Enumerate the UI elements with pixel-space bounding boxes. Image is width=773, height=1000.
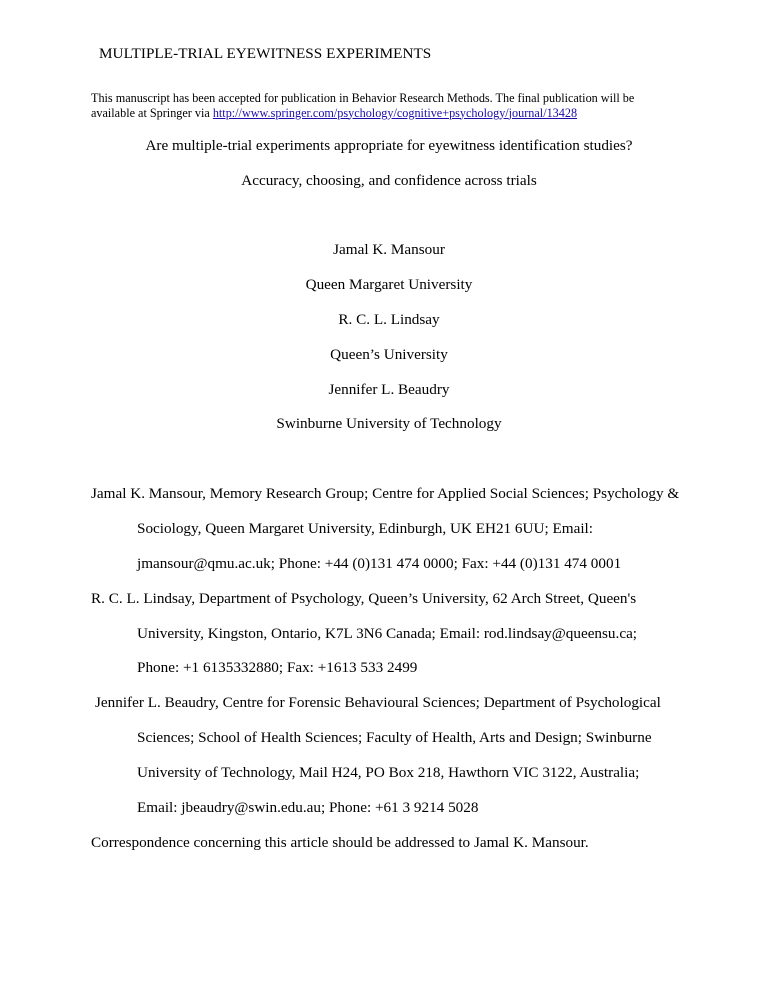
notice-text-line1: This manuscript has been accepted for publication in Behavior Research Methods. The final publication will be (91, 91, 635, 105)
correspondence-note: Correspondence concerning this article should be addressed to Jamal K. Mansour. (91, 834, 589, 851)
author-name: Jennifer L. Beaudry (328, 381, 450, 398)
author-note-line: Phone: +1 6135332880; Fax: +1613 533 2499 (137, 659, 418, 676)
paper-subtitle: Accuracy, choosing, and confidence across trials (241, 172, 537, 189)
author-affiliation: Swinburne University of Technology (276, 415, 502, 432)
author-note-line: Jamal K. Mansour, Memory Research Group; Centre for Applied Social Sciences; Psychology & (91, 485, 680, 502)
author-name: Jamal K. Mansour (333, 241, 445, 258)
author-note-line: R. C. L. Lindsay, Department of Psychology, Queen’s University, 62 Arch Street, Queen's (91, 590, 637, 607)
running-head: MULTIPLE-TRIAL EYEWITNESS EXPERIMENTS (99, 45, 432, 62)
author-note-line: Sciences; School of Health Sciences; Faculty of Health, Arts and Design; Swinburne (137, 729, 652, 746)
springer-journal-link[interactable]: http://www.springer.com/psychology/cognitive+psychology/journal/13428 (212, 105, 578, 120)
author-note-line: Sociology, Queen Margaret University, Edinburgh, UK EH21 6UU; Email: (137, 520, 593, 537)
author-note-line: jmansour@qmu.ac.uk; Phone: +44 (0)131 474 0000; Fax: +44 (0)131 474 0001 (137, 555, 622, 572)
notice-text-line2: available at Springer via (91, 105, 213, 120)
paper-title: Are multiple-trial experiments appropriate for eyewitness identification studies? (145, 137, 633, 154)
author-name: R. C. L. Lindsay (338, 311, 440, 328)
author-note-line: University of Technology, Mail H24, PO Box 218, Hawthorn VIC 3122, Australia; (137, 764, 640, 781)
author-affiliation: Queen’s University (330, 346, 448, 363)
publication-notice (91, 91, 691, 120)
author-note-line: Email: jbeaudry@swin.edu.au; Phone: +61 3 9214 5028 (137, 799, 479, 816)
author-note-line: University, Kingston, Ontario, K7L 3N6 Canada; Email: rod.lindsay@queensu.ca; (137, 625, 638, 642)
author-note-line: Jennifer L. Beaudry, Centre for Forensic Behavioural Sciences; Department of Psychological (95, 694, 661, 711)
author-affiliation: Queen Margaret University (305, 276, 473, 293)
